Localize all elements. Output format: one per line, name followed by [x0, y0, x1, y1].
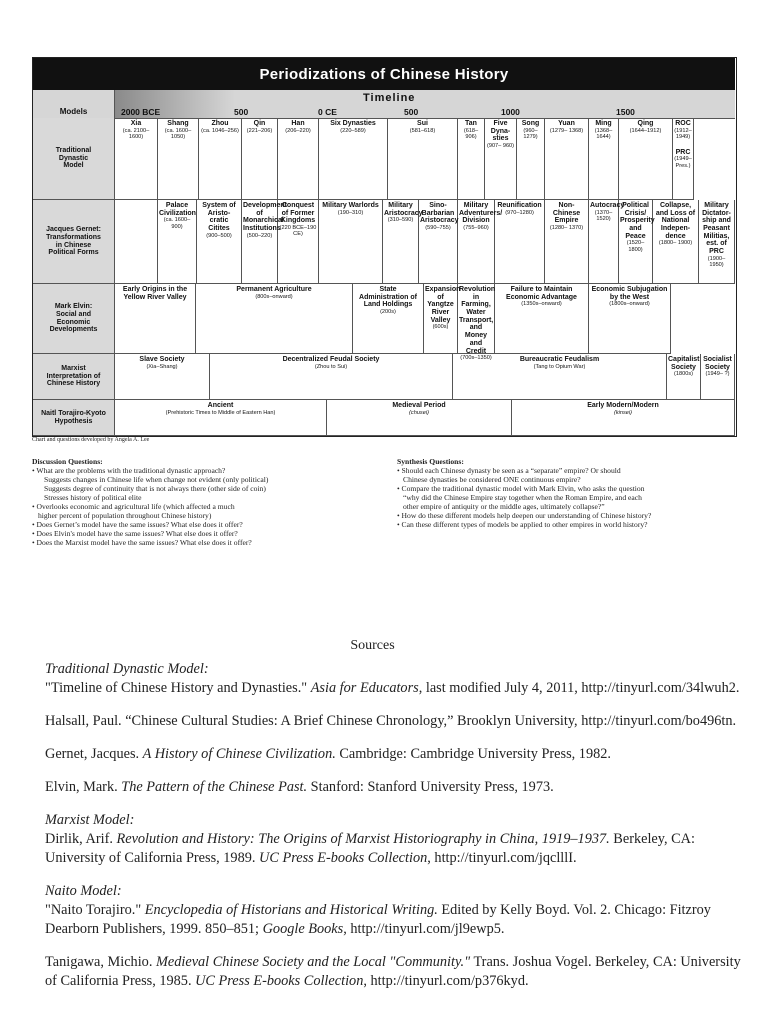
period-name: Political Crisis/ Prosperity and Peace	[620, 202, 655, 240]
period-name: Zhou	[211, 120, 229, 127]
period-name: Han	[291, 120, 305, 127]
source-entry	[45, 712, 745, 731]
source-title: UC Press E-books Collection	[195, 973, 364, 989]
period-dates: (310–590)	[387, 217, 414, 224]
period-dates: (907– 960)	[486, 143, 515, 150]
period-dates: (581–618)	[409, 127, 436, 134]
period-dates: (900–500)	[206, 232, 232, 239]
period-dates: (Zhou to Sui)	[314, 363, 348, 370]
period-dates: (ca. 1600–1050)	[164, 127, 192, 141]
gernet-period-cell	[383, 200, 423, 284]
gernet-period-cell	[242, 200, 287, 284]
period-name: Song	[521, 120, 540, 127]
source-text: "Timeline of Chinese History and Dynasties."	[45, 680, 311, 696]
source-title: UC Press E-books Collection	[259, 850, 428, 866]
period-dates: (618–906)	[463, 127, 479, 141]
elvin-period-cell	[196, 284, 353, 354]
period-dates: (1900– 1950)	[707, 255, 726, 269]
period-name: Military Aristocracy	[384, 202, 423, 217]
period-dates: (1800s)	[674, 371, 693, 378]
elvin-period-cell	[458, 284, 496, 362]
traditional-period-cell	[545, 118, 589, 200]
source-title: Google Books	[262, 921, 344, 937]
traditional-period-cell	[242, 118, 278, 200]
source-text: Cambridge: Cambridge University Press, 1982.	[335, 746, 611, 762]
question-line: • Does the Marxist model have the same issues? What else does it offer?	[32, 537, 252, 547]
period-dates: (221–206)	[246, 127, 273, 134]
traditional-period-cell	[115, 118, 158, 200]
row-label-line: Model	[63, 162, 84, 170]
source-text: Gernet, Jacques.	[45, 746, 143, 762]
elvin-period-cell	[115, 284, 196, 354]
discussion-title: Discussion Questions:	[32, 457, 103, 466]
source-text: , http://tinyurl.com/p376kyd.	[363, 973, 529, 989]
row-label-line: Developments	[49, 326, 98, 334]
traditional-period-cell	[485, 118, 517, 200]
period-name: Yuan	[558, 120, 575, 127]
marxist-period-cell	[453, 354, 667, 400]
period-dates: (1350s–onward)	[521, 301, 562, 308]
period-name: Revolution in Farming, Water Transport, and Money and Credit	[459, 286, 496, 355]
traditional-period-cell	[458, 118, 485, 200]
traditional-period-cell	[199, 118, 242, 200]
row-label-line: Hypothesis	[54, 417, 93, 425]
period-name: Bureaucratic Feudalism	[519, 356, 600, 363]
traditional-period-cell	[278, 118, 319, 200]
chart-title: Periodizations of Chinese History	[33, 58, 735, 90]
sources-section	[45, 636, 745, 1005]
period-dates: (ca. 2100–1600)	[122, 127, 150, 141]
row-label-line: Political Forms	[48, 249, 99, 257]
period-dates: (ca. 1600–900)	[163, 217, 191, 230]
question-line: Chinese dynasties be considered ONE continuous empire?	[403, 474, 581, 484]
row-label	[33, 400, 115, 436]
elvin-period-cell	[495, 284, 589, 354]
period-name: Qing	[637, 120, 654, 127]
period-name: Five Dyna- sties	[490, 120, 511, 143]
period-name: Socialist Society	[703, 356, 732, 371]
naito-period-cell	[512, 400, 735, 436]
naito-period-cell	[327, 400, 512, 436]
discussion-questions	[32, 458, 382, 548]
period-dates: (190–310)	[337, 209, 364, 216]
period-name: Tan	[465, 120, 477, 127]
period-dates: (1280– 1370)	[549, 225, 584, 232]
question-line: • Can these different types of models be applied to other empires in world history?	[397, 519, 648, 529]
source-text: Trans. Joshua Vogel. Berkeley, CA: University of California Press, 1985.	[45, 954, 741, 989]
row-label-line: Mark Elvin:	[54, 303, 93, 311]
gernet-period-cell	[619, 200, 653, 284]
period-dates: (960–1279)	[523, 127, 538, 141]
source-title: Asia for Educators	[310, 680, 419, 696]
source-text: Stanford: Stanford University Press, 1973.	[307, 779, 554, 795]
period-name: ROC	[675, 120, 691, 127]
source-text: , http://tinyurl.com/jl9ewp5.	[343, 921, 505, 937]
period-dates: (700s–1350)	[460, 355, 492, 362]
period-dates: (1949– ?)	[705, 371, 730, 378]
period-name: Six Dynasties	[330, 120, 376, 127]
row-label-line: Dynastic	[58, 154, 89, 162]
synthesis-title: Synthesis Questions:	[397, 457, 464, 466]
source-text: , http://tinyurl.com/jqclllI.	[427, 850, 577, 866]
tick-label: 500	[404, 107, 419, 117]
row-label-line: Traditional	[55, 146, 92, 154]
period-dates: (Tang to Opium War)	[533, 363, 586, 370]
traditional-period-cell	[673, 118, 694, 200]
row-label	[33, 284, 115, 354]
elvin-period-cell	[424, 284, 461, 354]
tick-label: 500	[234, 107, 249, 117]
period-dates: (200s)	[380, 309, 396, 316]
period-dates: (1368–1644)	[594, 127, 613, 141]
source-title: Revolution and History: The Origins of Marxist Historiography in China, 1919–1937.	[116, 831, 610, 847]
period-name: System of Aristo- cratic Citites	[202, 202, 236, 233]
period-dates: (chusei)	[409, 409, 429, 416]
period-name: Non- Chinese Empire	[552, 202, 581, 225]
synthesis-list	[397, 467, 757, 530]
traditional-period-cell	[158, 118, 199, 200]
period-dates: (590–755)	[425, 225, 451, 232]
discussion-list	[32, 467, 382, 548]
gernet-period-cell	[589, 200, 625, 284]
period-dates: (600s)	[432, 324, 449, 331]
sources-list	[45, 660, 745, 991]
row-label-line: Naitl Torajiro-Kyoto	[41, 409, 106, 417]
period-name: Reunification	[497, 202, 542, 209]
period-name: Capitalist Society	[668, 356, 700, 371]
sources-heading: Sources	[350, 638, 395, 653]
traditional-period-cell	[388, 118, 458, 200]
question-line: Stresses history of political elite	[44, 492, 142, 502]
period-name: Sino- Barbarian Aristocracy	[420, 202, 459, 225]
marxist-period-cell	[210, 354, 453, 400]
tick-label: 1500	[616, 107, 635, 117]
period-name: Collapse, and Loss of National Indepen- dence	[655, 202, 696, 240]
period-dates: (970–1280)	[505, 209, 534, 216]
row-label-line: in Chinese	[55, 241, 92, 249]
gernet-period-cell	[495, 200, 545, 284]
question-line: • Does Gernet’s model have the same issues? What else does it offer?	[32, 519, 243, 529]
period-dates: (1279– 1368)	[549, 127, 584, 134]
gernet-period-cell	[699, 200, 735, 284]
period-dates: (220–589)	[340, 127, 366, 134]
source-text: "Naito Torajiro."	[45, 902, 145, 918]
question-line: “why did the Chinese Empire stay together when the Roman Empire, and each	[403, 492, 642, 502]
marxist-period-cell	[701, 354, 735, 400]
row-label-line: Interpretation of	[46, 372, 101, 380]
period-name: Ancient	[207, 402, 234, 409]
source-category: Traditional Dynastic Model:	[45, 661, 209, 677]
source-category: Naito Model:	[45, 883, 122, 899]
row-label-line: Social and	[55, 310, 91, 318]
period-dates: (500–220)	[246, 232, 273, 239]
empty-cell	[115, 200, 158, 284]
gernet-period-cell	[158, 200, 197, 284]
period-name: Economic Subjugation by the West	[591, 286, 668, 301]
row-label-line: Marxist	[61, 364, 86, 372]
question-line: • What are the problems with the traditional dynastic approach?	[32, 465, 226, 475]
period-dates: (kinsei)	[613, 409, 633, 416]
question-line: other empire of antiquity or the middle ages, ultimately collapse?”	[403, 501, 605, 511]
row-label-line: Economic	[56, 318, 91, 326]
timeline-label: Timeline	[363, 92, 416, 104]
question-line: • Overlooks economic and agricultural life (which affected a much	[32, 501, 235, 511]
period-name: Palace Civilization	[159, 202, 196, 217]
source-entry	[45, 679, 745, 698]
period-dates: (1800– 1900)	[658, 240, 693, 247]
source-title: The Pattern of the Chinese Past.	[121, 779, 308, 795]
question-line: Suggests degree of continuity that is not always there (other side of coin)	[44, 483, 266, 493]
source-text: Berkeley, CA: University of California Press, 1989.	[45, 831, 695, 866]
period-dates: (1520–1800)	[626, 240, 645, 253]
period-name: Military Dictator- ship and Peasant Militias, est. of PRC	[702, 202, 731, 256]
period-name: Autocracy	[590, 202, 625, 209]
period-dates: (1370–1520)	[594, 209, 613, 223]
period-dates: (Prehistoric Times to Middle of Eastern Han)	[165, 409, 276, 416]
period-name: Conquest of Former Kingdoms	[280, 202, 316, 225]
marxist-period-cell	[115, 354, 210, 400]
naito-period-cell	[115, 400, 327, 436]
source-text: Halsall, Paul. “Chinese Cultural Studies: A Brief Chinese Chronology,” Brooklyn University, http://tinyurl.com/bo496tn.	[45, 713, 737, 729]
source-title: A History of Chinese Civilization.	[142, 746, 336, 762]
source-title: Medieval Chinese Society and the Local "Community."	[155, 954, 471, 970]
period-name: Decentralized Feudal Society	[282, 356, 380, 363]
period-dates: (ca. 1046–256)	[201, 127, 239, 134]
period-name: Sui	[417, 120, 428, 127]
period-name: State Administration of Land Holdings	[359, 286, 417, 309]
period-name: PRC	[675, 148, 691, 156]
period-name: Ming	[595, 120, 612, 127]
traditional-period-cell	[517, 118, 545, 200]
marxist-period-cell	[667, 354, 701, 400]
traditional-period-cell	[619, 118, 673, 200]
source-title: Encyclopedia of Historians and Historical Writing.	[144, 902, 438, 918]
period-dates: (Xia–Shang)	[146, 363, 178, 370]
period-name: Military Warlords	[322, 202, 379, 209]
traditional-period-cell	[589, 118, 619, 200]
period-dates: (1800s–onward)	[609, 301, 650, 308]
period-name: Development of Monarchical Institutions	[243, 202, 287, 233]
source-text: , last modified July 4, 2011, http://tinyurl.com/34lwuh2.	[418, 680, 740, 696]
row-label	[33, 200, 115, 284]
period-name: Slave Society	[139, 356, 185, 363]
period-name: Military Adventurers/ Division	[459, 202, 503, 225]
period-dates: (220 BCE–190 CE)	[279, 225, 317, 238]
question-line: • Does Elvin's model have the same issues? What else does it offer?	[32, 528, 238, 538]
row-label-line: Transformations	[46, 233, 101, 241]
source-text: Edited by Kelly Boyd. Vol. 2. Chicago: Fitzroy Dearborn Publishers, 1999. 850–851;	[45, 902, 711, 937]
row-label	[33, 118, 115, 200]
period-name: Early Origins in the Yellow River Valley	[122, 286, 188, 301]
period-name: Permanent Agriculture	[236, 286, 312, 293]
period-dates: (206–220)	[285, 127, 311, 134]
question-line: • Compare the traditional dynastic model with Mark Elvin, who asks the question	[397, 483, 645, 493]
period-name: Early Modern/Modern	[587, 402, 659, 409]
tick-label: 0 CE	[318, 107, 337, 117]
period-dates: (800s–onward)	[255, 293, 293, 300]
source-entry	[45, 953, 745, 991]
row-label-line: Chinese History	[46, 380, 101, 388]
period-dates: (1644–1912)	[629, 127, 662, 134]
source-entry	[45, 778, 745, 797]
gernet-period-cell	[419, 200, 458, 284]
period-name: Shang	[167, 120, 189, 127]
elvin-period-cell	[589, 284, 671, 354]
period-name: Medieval Period	[392, 402, 446, 409]
source-text: Tanigawa, Michio.	[45, 954, 156, 970]
period-dates: (755–960)	[463, 225, 489, 232]
period-dates: (1912–1949)	[674, 127, 692, 141]
timeline-band	[33, 90, 735, 119]
question-line: • Should each Chinese dynasty be seen as a “separate” empire? Or should	[397, 465, 621, 475]
period-name: Failure to Maintain Economic Advantage	[506, 286, 577, 301]
question-line: Suggests changes in Chinese life when change not evident (only political)	[44, 474, 269, 484]
tick-label: 2000 BCE	[121, 107, 161, 117]
period-name: Xia	[130, 120, 142, 127]
period-dates: (1949–Pres.)	[674, 156, 692, 169]
source-entry	[45, 745, 745, 764]
source-entry	[45, 830, 745, 868]
traditional-period-cell	[319, 118, 388, 200]
question-line: • How do these different models help deepen our understanding of Chinese history?	[397, 510, 652, 520]
gernet-period-cell	[319, 200, 383, 284]
synthesis-questions	[397, 458, 757, 530]
gernet-period-cell	[278, 200, 319, 284]
models-header: Models	[33, 90, 115, 118]
source-text: Elvin, Mark.	[45, 779, 122, 795]
gernet-period-cell	[545, 200, 589, 284]
tick-label: 1000	[501, 107, 520, 117]
question-line: higher percent of population throughout Chinese history)	[38, 510, 212, 520]
source-category: Marxist Model:	[45, 812, 135, 828]
gernet-period-cell	[458, 200, 503, 284]
row-label	[33, 354, 115, 400]
gernet-period-cell	[653, 200, 699, 284]
source-text: Dirlik, Arif.	[45, 831, 117, 847]
chart-credit: Chart and questions developed by Angela A. Lee	[32, 437, 150, 443]
period-name: Expansion of Yangtze River Valley	[425, 286, 461, 324]
elvin-period-cell	[353, 284, 424, 354]
row-label-line: Jacques Gernet:	[46, 226, 101, 234]
gernet-period-cell	[197, 200, 242, 284]
period-name: Qin	[253, 120, 266, 127]
source-entry	[45, 901, 745, 939]
periodization-chart	[32, 57, 737, 437]
